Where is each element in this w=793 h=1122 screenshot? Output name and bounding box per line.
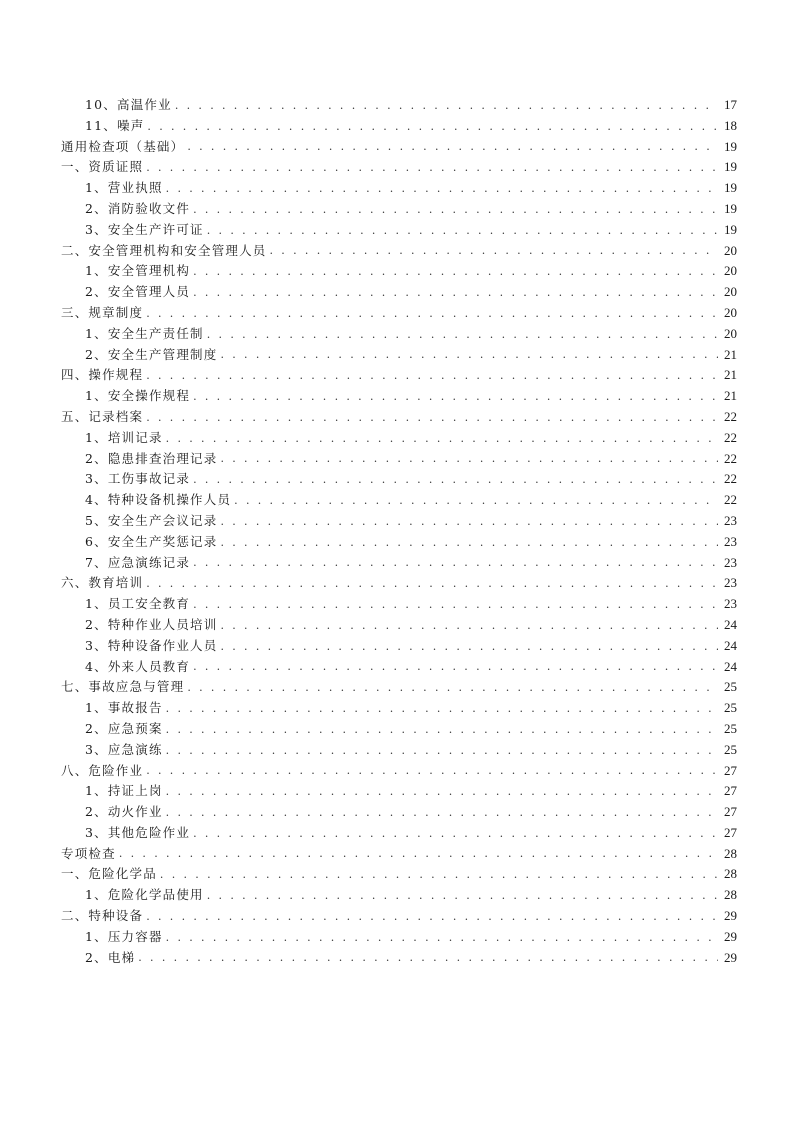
- toc-entry[interactable]: [61, 511, 737, 532]
- toc-dot-leader: [193, 200, 718, 220]
- toc-entry-title: 1、安全操作规程: [85, 388, 191, 404]
- toc-entry-title: 四、操作规程: [61, 367, 144, 383]
- toc-entry-title: 通用检查项（基础）: [61, 138, 185, 154]
- toc-entry-title: 1、安全生产责任制: [85, 325, 204, 341]
- toc-dot-leader: [146, 366, 718, 386]
- toc-entry[interactable]: [61, 677, 737, 698]
- toc-entry-page-number: 28: [724, 887, 737, 903]
- toc-entry[interactable]: [61, 553, 737, 574]
- toc-dot-leader: [220, 449, 718, 469]
- toc-entry[interactable]: [61, 241, 737, 262]
- toc-entry-title: 11、噪声: [85, 117, 145, 133]
- toc-entry[interactable]: [61, 823, 737, 844]
- toc-entry[interactable]: [61, 719, 737, 740]
- toc-entry-title: 4、外来人员教育: [85, 658, 191, 674]
- toc-entry-page-number: 29: [724, 928, 737, 944]
- toc-entry[interactable]: [61, 386, 737, 407]
- toc-dot-leader: [193, 657, 718, 677]
- toc-entry[interactable]: [61, 532, 737, 553]
- toc-entry-page-number: 19: [724, 221, 737, 237]
- toc-entry-title: 五、记录档案: [61, 408, 144, 424]
- toc-entry-page-number: 21: [724, 388, 737, 404]
- toc-entry-title: 10、高温作业: [85, 97, 172, 112]
- toc-dot-leader: [234, 491, 718, 511]
- toc-dot-leader: [207, 325, 718, 345]
- toc-entry-page-number: 23: [724, 575, 737, 591]
- toc-entry-page-number: 20: [724, 284, 737, 300]
- toc-entry[interactable]: [61, 220, 737, 241]
- toc-entry-page-number: 29: [724, 949, 737, 965]
- toc-entry-page-number: 27: [724, 804, 737, 820]
- toc-dot-leader: [187, 137, 718, 157]
- toc-dot-leader: [207, 221, 718, 241]
- toc-entry[interactable]: [61, 698, 737, 719]
- toc-entry[interactable]: [61, 469, 737, 490]
- toc-entry[interactable]: [61, 282, 737, 303]
- toc-entry-page-number: 22: [724, 492, 737, 508]
- toc-entry-page-number: 19: [724, 138, 737, 154]
- toc-entry-title: 3、应急演练: [85, 741, 163, 757]
- toc-entry-page-number: 22: [724, 408, 737, 424]
- toc-entry-title: 1、持证上岗: [85, 783, 163, 799]
- toc-dot-leader: [166, 928, 718, 948]
- toc-entry-page-number: 23: [724, 533, 737, 549]
- toc-entry-title: 6、安全生产奖惩记录: [85, 533, 218, 549]
- toc-entry-title: 7、应急演练记录: [85, 554, 191, 570]
- toc-entry-title: 3、安全生产许可证: [85, 221, 204, 237]
- toc-dot-leader: [193, 595, 718, 615]
- toc-entry[interactable]: [61, 324, 737, 345]
- toc-entry[interactable]: [61, 906, 737, 927]
- toc-entry-page-number: 24: [724, 616, 737, 632]
- toc-entry-title: 六、教育培训: [61, 575, 144, 591]
- toc-dot-leader: [193, 262, 718, 282]
- toc-entry-page-number: 27: [724, 783, 737, 799]
- toc-dot-leader: [193, 387, 718, 407]
- toc-entry-page-number: 19: [724, 180, 737, 196]
- toc-dot-leader: [175, 96, 718, 116]
- toc-entry[interactable]: [61, 365, 737, 386]
- toc-entry-page-number: 23: [724, 554, 737, 570]
- toc-dot-leader: [146, 574, 718, 594]
- toc-entry-page-number: 18: [724, 117, 737, 133]
- toc-entry-title: 三、规章制度: [61, 304, 144, 320]
- toc-entry[interactable]: [61, 490, 737, 511]
- toc-entry[interactable]: [61, 178, 737, 199]
- toc-entry[interactable]: [61, 428, 737, 449]
- toc-entry-page-number: 29: [724, 908, 737, 924]
- toc-dot-leader: [220, 637, 718, 657]
- toc-entry-page-number: 20: [724, 325, 737, 341]
- toc-entry[interactable]: [61, 137, 737, 158]
- toc-dot-leader: [270, 241, 718, 261]
- toc-dot-leader: [147, 117, 718, 137]
- toc-dot-leader: [166, 803, 718, 823]
- toc-dot-leader: [220, 345, 718, 365]
- toc-dot-leader: [193, 470, 718, 490]
- toc-entry-page-number: 25: [724, 679, 737, 695]
- toc-entry[interactable]: [61, 303, 737, 324]
- toc-entry[interactable]: [61, 948, 737, 969]
- toc-entry[interactable]: [61, 157, 737, 178]
- toc-entry[interactable]: [61, 781, 737, 802]
- toc-dot-leader: [220, 533, 718, 553]
- toc-dot-leader: [146, 158, 718, 178]
- toc-entry-page-number: 20: [724, 304, 737, 320]
- toc-entry-page-number: 27: [724, 824, 737, 840]
- toc-dot-leader: [193, 283, 718, 303]
- toc-entry-page-number: 22: [724, 429, 737, 445]
- toc-entry-title: 3、其他危险作业: [85, 824, 191, 840]
- toc-entry-page-number: 25: [724, 720, 737, 736]
- toc-entry[interactable]: [61, 449, 737, 470]
- toc-entry[interactable]: [61, 657, 737, 678]
- toc-entry-title: 2、电梯: [85, 949, 136, 965]
- toc-entry[interactable]: [61, 573, 737, 594]
- toc-entry-title: 二、安全管理机构和安全管理人员: [61, 242, 267, 258]
- toc-entry-title: 2、动火作业: [85, 804, 163, 820]
- toc-entry-title: 2、特种作业人员培训: [85, 616, 218, 632]
- toc-dot-leader: [187, 678, 718, 698]
- toc-entry-page-number: 23: [724, 512, 737, 528]
- toc-entry[interactable]: [61, 927, 737, 948]
- toc-dot-leader: [166, 699, 718, 719]
- toc-dot-leader: [166, 179, 718, 199]
- toc-entry[interactable]: [61, 761, 737, 782]
- toc-entry[interactable]: [61, 594, 737, 615]
- toc-entry-title: 专项检查: [61, 845, 116, 861]
- toc-entry-page-number: 19: [724, 159, 737, 175]
- toc-dot-leader: [146, 304, 718, 324]
- toc-entry-title: 一、危险化学品: [61, 866, 157, 882]
- toc-entry-page-number: 24: [724, 637, 737, 653]
- toc-entry-page-number: 24: [724, 658, 737, 674]
- toc-entry-title: 4、特种设备机操作人员: [85, 492, 232, 508]
- toc-entry[interactable]: [61, 864, 737, 885]
- toc-entry[interactable]: [61, 261, 737, 282]
- toc-entry[interactable]: [61, 740, 737, 761]
- toc-entry[interactable]: [61, 802, 737, 823]
- toc-entry-title: 1、安全管理机构: [85, 263, 191, 279]
- toc-entry-title: 2、隐患排查治理记录: [85, 450, 218, 466]
- toc-dot-leader: [166, 720, 718, 740]
- toc-entry-title: 二、特种设备: [61, 908, 144, 924]
- toc-entry-title: 1、营业执照: [85, 180, 163, 196]
- toc-entry-page-number: 25: [724, 741, 737, 757]
- toc-entry-page-number: 21: [724, 346, 737, 362]
- toc-entry-page-number: 28: [724, 845, 737, 861]
- toc-entry-title: 2、安全生产管理制度: [85, 346, 218, 362]
- table-of-contents: [61, 95, 737, 968]
- toc-entry[interactable]: [61, 407, 737, 428]
- toc-entry-title: 2、消防验收文件: [85, 200, 191, 216]
- toc-entry-title: 2、安全管理人员: [85, 284, 191, 300]
- toc-entry-title: 3、特种设备作业人员: [85, 637, 218, 653]
- toc-dot-leader: [119, 844, 718, 864]
- toc-dot-leader: [207, 886, 718, 906]
- toc-entry-page-number: 20: [724, 242, 737, 258]
- toc-entry-title: 1、员工安全教育: [85, 596, 191, 612]
- toc-dot-leader: [166, 782, 718, 802]
- toc-entry-title: 5、安全生产会议记录: [85, 512, 218, 528]
- toc-dot-leader: [220, 616, 718, 636]
- toc-entry-title: 1、培训记录: [85, 429, 163, 445]
- toc-dot-leader: [166, 741, 718, 761]
- toc-entry[interactable]: [61, 636, 737, 657]
- toc-entry-title: 1、压力容器: [85, 928, 163, 944]
- toc-entry[interactable]: [61, 116, 737, 137]
- toc-dot-leader: [166, 429, 718, 449]
- toc-entry[interactable]: [61, 345, 737, 366]
- toc-entry-title: 1、事故报告: [85, 700, 163, 716]
- toc-entry-page-number: 28: [724, 866, 737, 882]
- toc-entry-page-number: 20: [724, 263, 737, 279]
- toc-entry-page-number: 23: [724, 596, 737, 612]
- toc-dot-leader: [193, 553, 718, 573]
- toc-entry-title: 2、应急预案: [85, 720, 163, 736]
- toc-entry[interactable]: [61, 885, 737, 906]
- toc-dot-leader: [160, 865, 718, 885]
- toc-entry[interactable]: [61, 615, 737, 636]
- toc-entry-title: 八、危险作业: [61, 762, 144, 778]
- toc-entry-title: 3、工伤事故记录: [85, 471, 191, 487]
- toc-entry-page-number: 27: [724, 762, 737, 778]
- toc-dot-leader: [146, 907, 718, 927]
- toc-entry-page-number: 22: [724, 471, 737, 487]
- toc-entry-title: 1、危险化学品使用: [85, 887, 204, 903]
- toc-entry-title: 七、事故应急与管理: [61, 679, 185, 695]
- toc-entry-title: 一、资质证照: [61, 159, 144, 175]
- toc-dot-leader: [138, 948, 718, 968]
- toc-entry[interactable]: [61, 95, 737, 116]
- toc-entry[interactable]: [61, 844, 737, 865]
- toc-entry-page-number: 25: [724, 700, 737, 716]
- toc-entry-page-number: 21: [724, 367, 737, 383]
- toc-dot-leader: [146, 761, 718, 781]
- toc-dot-leader: [220, 512, 718, 532]
- toc-entry-page-number: 22: [724, 450, 737, 466]
- toc-entry[interactable]: [61, 199, 737, 220]
- toc-entry-page-number: 19: [724, 200, 737, 216]
- toc-dot-leader: [193, 824, 718, 844]
- toc-dot-leader: [146, 408, 718, 428]
- toc-entry-page-number: 17: [724, 97, 737, 112]
